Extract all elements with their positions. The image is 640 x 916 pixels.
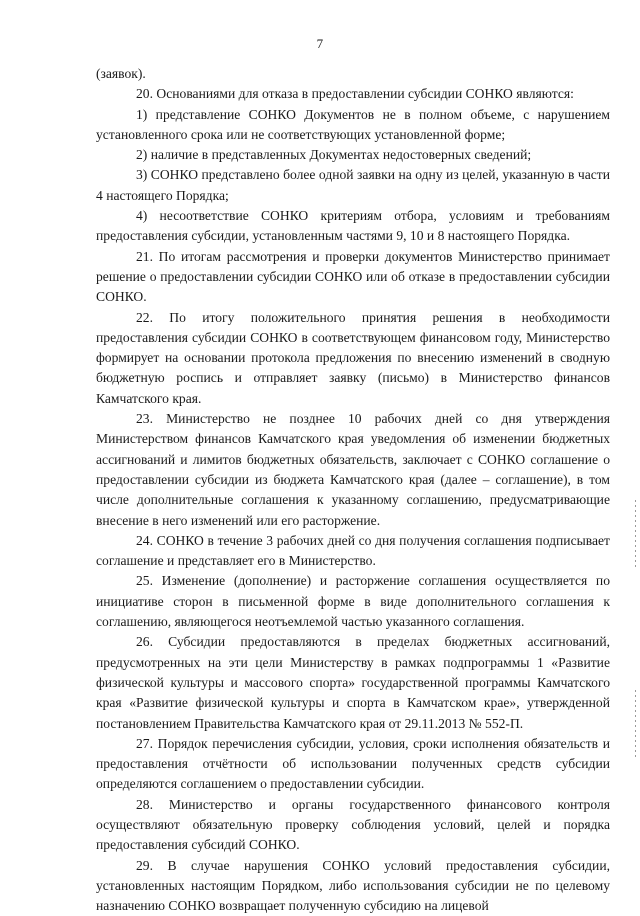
- paragraph-20-item-4: 4) несоответствие СОНКО критериям отбора, условиям и требованиям предоставления субсидии, установленным частями 9, 10 и 8 настоящего Порядка.: [96, 208, 610, 244]
- paragraph-26: 26. Субсидии предоставляются в пределах бюджетных ассигнований, предусмотренных на эти цели Министерству в рамках подпрограммы 1 «Развитие физической культуры и массового спорта» государственной программы Камчатского края «Развитие физической культуры и спорта в Камчатском крае», утвержденной постановлением Правительства Камчатского края от 29.11.2013 № 552-П.: [96, 634, 610, 731]
- paragraph-25: 25. Изменение (дополнение) и расторжение соглашения осуществляется по инициативе сторон в письменной форме в виде дополнительного соглашения к соглашению, являющегося неотъемлемой частью указанного соглашения.: [96, 573, 610, 630]
- paragraph-27: 27. Порядок перечисления субсидии, условия, сроки исполнения обязательств и предоставления отчётности об использовании полученных средств субсидии определяются соглашением о предоставлении субсидии.: [96, 735, 610, 792]
- paragraph-20-item-1: 1) представление СОНКО Документов не в полном объеме, с нарушением установленного срока или не соответствующих установленной форме;: [96, 106, 610, 142]
- paragraph-23: 23. Министерство не позднее 10 рабочих дней со дня утверждения Министерством финансов Камчатского края уведомления об изменении бюджетных ассигнований и лимитов бюджетных обязательств, заключает с СОНКО соглашение о предоставлении субсидии из бюджета Камчатского края (далее – соглашение), в том числе дополнительные соглашения к указанному соглашению, предусматривающие внесение в него изменений или его расторжение.: [96, 411, 610, 528]
- scan-edge-mark: [635, 690, 636, 760]
- paragraph-20: 20. Основаниями для отказа в предоставлении субсидии СОНКО являются:: [136, 86, 574, 102]
- paragraph-20-item-2: 2) наличие в представленных Документах недостоверных сведений;: [136, 147, 532, 163]
- document-body: [96, 64, 610, 916]
- page-number: 7: [316, 36, 324, 51]
- paragraph-20-item-3: 3) СОНКО представлено более одной заявки на одну из целей, указанную в части 4 настоящего Порядка;: [96, 167, 610, 203]
- paragraph-21: 21. По итогам рассмотрения и проверки документов Министерство принимает решение о предоставлении субсидии СОНКО или об отказе в предоставлении субсидии СОНКО.: [96, 248, 610, 305]
- paragraph-28: 28. Министерство и органы государственного финансового контроля осуществляют обязательную проверку соблюдения условий, целей и порядка предоставления субсидий СОНКО.: [96, 796, 610, 853]
- paragraph-continuation: (заявок).: [96, 66, 146, 81]
- paragraph-22: 22. По итогу положительного принятия решения в необходимости предоставления субсидии СОНКО в соответствующем финансовом году, Министерство формирует на основании протокола предложения по внесению изменений в сводную бюджетную роспись и отправляет заявку (письмо) в Министерство финансов Камчатского края.: [96, 309, 610, 406]
- paragraph-29: 29. В случае нарушения СОНКО условий предоставления субсидии, установленных настоящим Порядком, либо использования субсидии не по целевому назначению СОНКО возвращает полученную субсидию на лицевой: [96, 857, 610, 914]
- paragraph-24: 24. СОНКО в течение 3 рабочих дней со дня получения соглашения подписывает соглашение и представляет его в Министерство.: [96, 532, 610, 569]
- scan-edge-mark: [635, 500, 636, 570]
